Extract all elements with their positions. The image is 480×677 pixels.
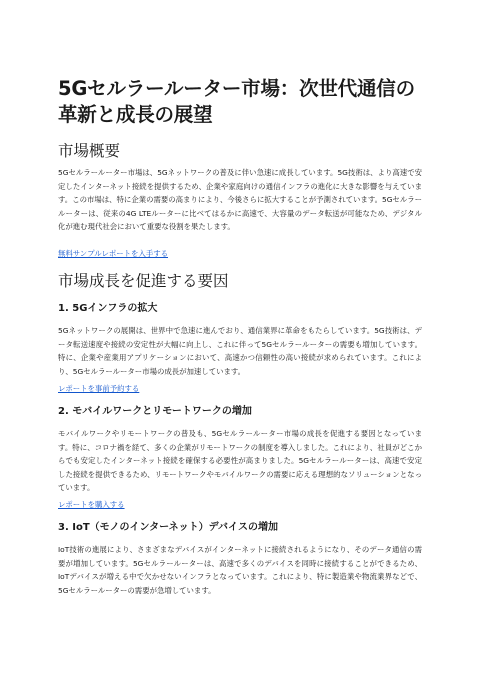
infrastructure-paragraph: 5Gネットワークの展開は、世界中で急速に進んでおり、通信業界に革命をもたらしています。5G技術は、データ転送速度や接続の安定性が大幅に向上し、これに伴って5Gセルラールーターの需要も増加しています。特に、企業や産業用アプリケーションにおいて、高速かつ信頼性の高い接続が求められています。これにより、5Gセルラールーター市場の成長が加速しています。 <box>58 326 422 376</box>
purchase-report-link[interactable]: レポートを購入する <box>58 500 125 509</box>
free-sample-report-link[interactable]: 無料サンプルレポートを入手する <box>58 249 169 258</box>
section-heading-overview: 市場概要 <box>58 142 121 160</box>
remote-work-paragraph: モバイルワークやリモートワークの普及も、5Gセルラールーター市場の成長を促進する要因となっています。特に、コロナ禍を経て、多くの企業がリモートワークの制度を導入しました。これにより、社員がどこからでも安定したインターネット接続を確保する必要性が高まりました。5Gセルラールーターは、高速で安定した接続を提供できるため、リモートワークやモバイルワークの需要に応える理想的なソリューションとなっています。 <box>58 429 422 493</box>
subheading-remote-work: 2. モバイルワークとリモートワークの増加 <box>58 406 252 417</box>
iot-paragraph: IoT技術の進展により、さまざまなデバイスがインターネットに接続されるようになり、そのデータ通信の需要が増加しています。5Gセルラールーターは、高速で多くのデバイスを同時に接続することができるため、IoTデバイスが増える中で欠かせないインフラとなっています。これにより、特に製造業や物流業界などで、5Gセルラールーターの需要が急増しています。 <box>58 545 422 595</box>
pre-order-report-link[interactable]: レポートを事前予約する <box>58 384 140 393</box>
document-title: 5Gセルラールーター市場：次世代通信の革新と成長の展望 <box>58 77 415 126</box>
section-heading-drivers: 市場成長を促進する要因 <box>58 272 229 290</box>
overview-paragraph: 5Gセルラールーター市場は、5Gネットワークの普及に伴い急速に成長しています。5G技術は、より高速で安定したインターネット接続を提供するため、企業や家庭向けの通信インフラの進化に大きな影響を与えています。この市場は、特に企業の需要の高まりにより、今後さらに拡大することが予測されています。5Gセルラールーターは、従来の4G LTEルーターに比べてはるかに高速で、大容量のデータ転送が可能なため、デジタル化が進む現代社会において重要な役割を果たします。 <box>58 168 423 232</box>
subheading-iot-devices: 3. IoT（モノのインターネット）デバイスの増加 <box>58 522 278 533</box>
subheading-5g-infrastructure: 1. 5Gインフラの拡大 <box>58 303 158 314</box>
